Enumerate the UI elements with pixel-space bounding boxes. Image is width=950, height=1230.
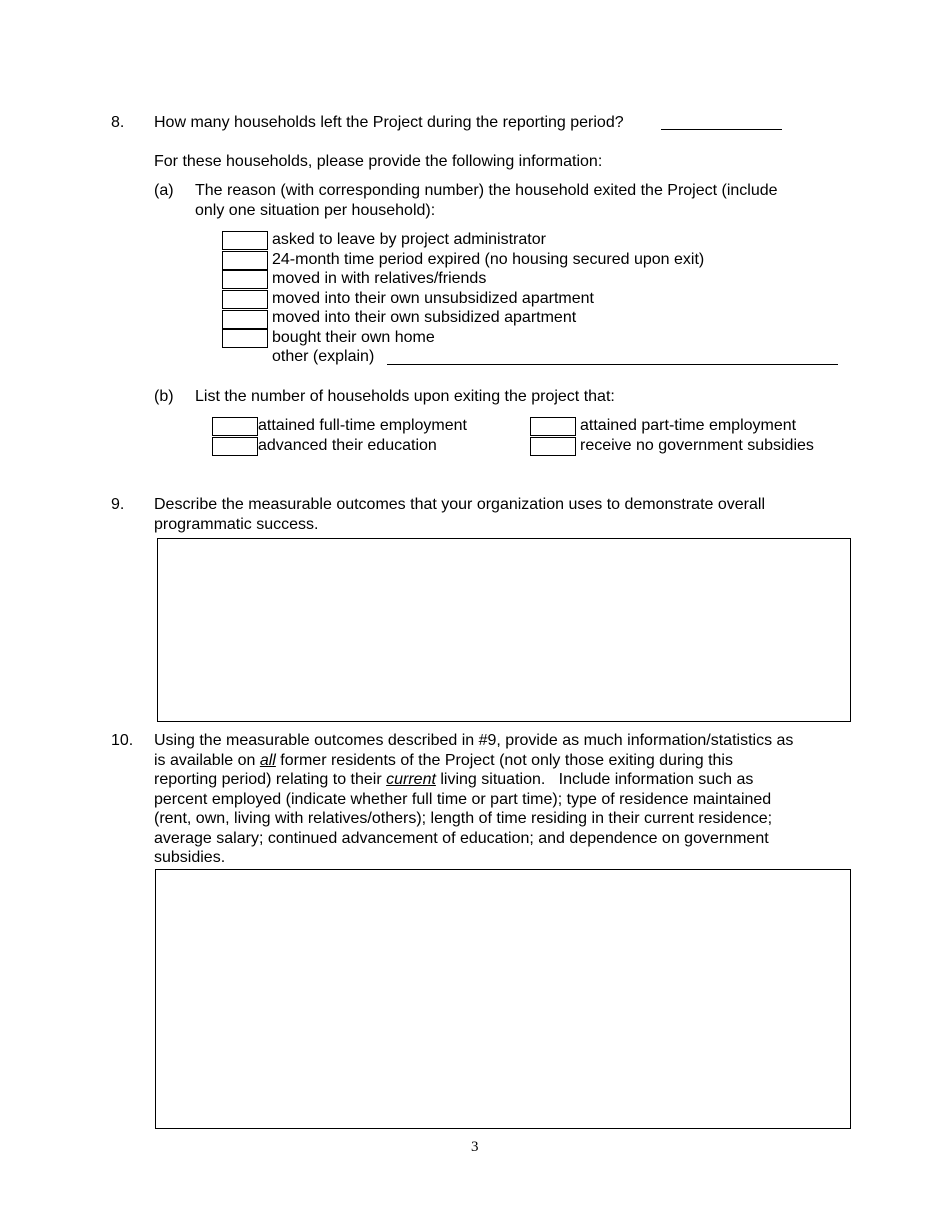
q10-line7: subsidies.: [154, 849, 226, 866]
q10-number: 10.: [111, 732, 134, 749]
q8a-option-unsubsidized: moved into their own unsubsidized apartment: [272, 290, 594, 307]
q8a-text-line1: The reason (with corresponding number) the household exited the Project (include: [195, 182, 778, 199]
page-number: 3: [471, 1139, 479, 1155]
q8a-label: (a): [154, 182, 174, 199]
q8a-text-line2: only one situation per household):: [195, 202, 436, 219]
q8a-box-subsidized[interactable]: [222, 310, 268, 329]
q10-emphasis-current: current: [386, 771, 436, 788]
q10-answer-box[interactable]: [155, 869, 851, 1129]
q8a-option-subsidized: moved into their own subsidized apartment: [272, 309, 577, 326]
q10-line6: average salary; continued advancement of education; and dependence on government: [154, 830, 769, 847]
q10-line5: (rent, own, living with relatives/others); length of time residing in their current residence;: [154, 810, 773, 827]
q9-text-line1: Describe the measurable outcomes that your organization uses to demonstrate overall: [154, 496, 765, 513]
q8a-option-other: other (explain): [272, 348, 375, 365]
q8b-box-no-subsidies[interactable]: [530, 437, 576, 456]
q8-question: How many households left the Project during the reporting period?: [154, 114, 624, 131]
q8b-box-education[interactable]: [212, 437, 258, 456]
q9-text-line2: programmatic success.: [154, 516, 319, 533]
q8a-box-unsubsidized[interactable]: [222, 290, 268, 309]
q8a-option-time-expired: 24-month time period expired (no housing secured upon exit): [272, 251, 705, 268]
q8-answer-line[interactable]: [661, 129, 782, 130]
q8b-option-education: advanced their education: [258, 437, 437, 454]
q8a-box-bought-home[interactable]: [222, 329, 268, 348]
q8a-option-relatives: moved in with relatives/friends: [272, 270, 487, 287]
q8b-option-part-time: attained part-time employment: [580, 417, 797, 434]
q8a-option-asked-to-leave: asked to leave by project administrator: [272, 231, 546, 248]
q8a-box-relatives[interactable]: [222, 270, 268, 289]
q8b-box-part-time[interactable]: [530, 417, 576, 436]
q8b-box-full-time[interactable]: [212, 417, 258, 436]
q10-line2: is available on all former residents of the Project (not only those exiting during this: [154, 752, 733, 769]
q10-line4: percent employed (indicate whether full time or part time); type of residence maintained: [154, 791, 772, 808]
q8b-option-no-subsidies: receive no government subsidies: [580, 437, 814, 454]
q8-intro: For these households, please provide the following information:: [154, 153, 603, 170]
q10-emphasis-all: all: [259, 752, 276, 769]
q8b-option-full-time: attained full-time employment: [258, 417, 467, 434]
q8a-other-explain-line[interactable]: [387, 364, 838, 365]
q8-number: 8.: [111, 114, 125, 131]
q8a-option-bought-home: bought their own home: [272, 329, 435, 346]
q8b-label: (b): [154, 388, 174, 405]
q9-number: 9.: [111, 496, 125, 513]
q8a-box-time-expired[interactable]: [222, 251, 268, 270]
q9-answer-box[interactable]: [157, 538, 851, 722]
q10-line1: Using the measurable outcomes described in #9, provide as much information/statistics as: [154, 732, 794, 749]
q8b-text: List the number of households upon exiting the project that:: [195, 388, 615, 405]
q8a-box-asked-to-leave[interactable]: [222, 231, 268, 250]
q10-line3: reporting period) relating to their current living situation. Include information such as: [154, 771, 754, 788]
